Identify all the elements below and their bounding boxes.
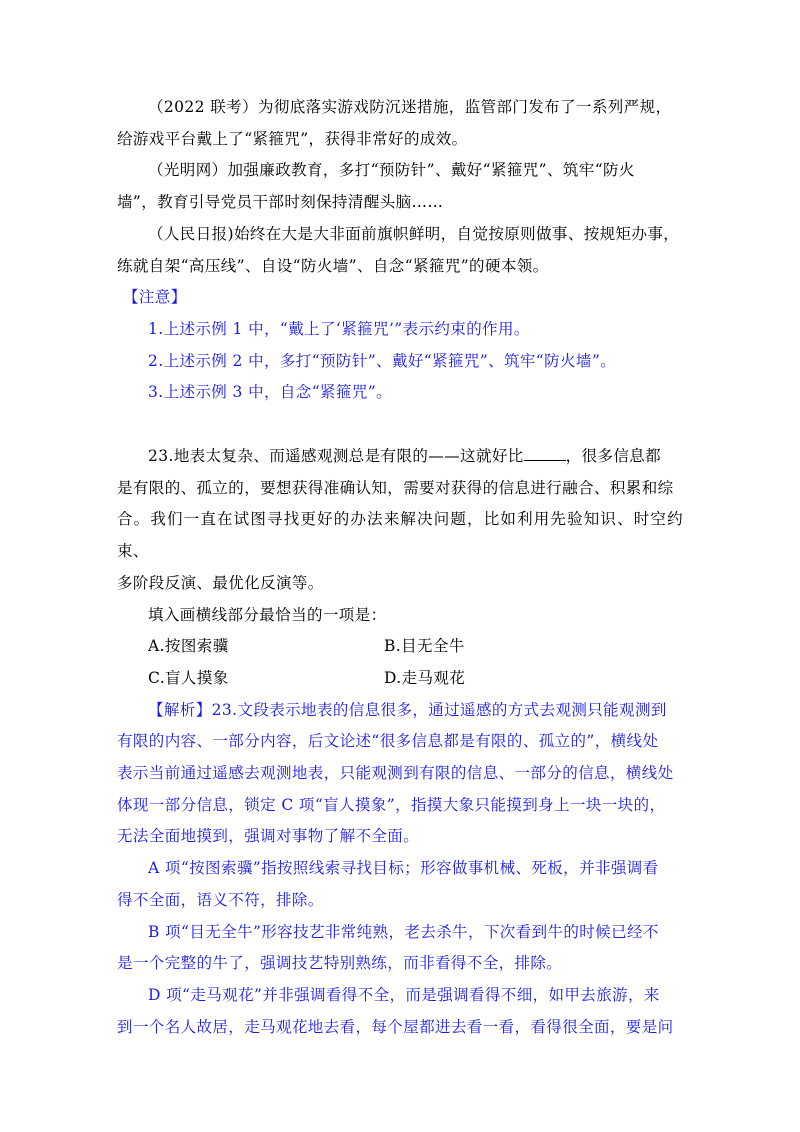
- note-item-1: 1.上述示例 1 中，“戴上了‘紧箍咒’”表示约束的作用。: [148, 319, 530, 338]
- document-page: [117, 92, 683, 1043]
- section-spacer: [117, 409, 683, 441]
- example-1-line-2: 给游戏平台戴上了“紧箍咒”，获得非常好的成效。: [117, 129, 468, 148]
- option-d: D.走马观花: [384, 668, 466, 687]
- analysis-p3-line-2: 是一个完整的牛了，强调技艺特别熟练，而非看得不全，排除。: [117, 954, 563, 973]
- note-item-2: 2.上述示例 2 中，多打“预防针”、戴好“紧箍咒”、筑牢“防火墙”。: [148, 351, 617, 370]
- analysis-p2-line-2: 得不全面，语义不符，排除。: [117, 890, 324, 909]
- analysis-p1-line-5: 无法全面地摸到，强调对事物了解不全面。: [117, 827, 420, 846]
- analysis-p1-line-2: 有限的内容、一部分内容，后文论述“很多信息都是有限的、孤立的”，横线处: [117, 732, 659, 751]
- question-text-before-blank: 23.地表太复杂、而遥感观测总是有限的——这就好比: [148, 447, 524, 466]
- analysis-p1-line-1: 【解析】23.文段表示地表的信息很多，通过遥感的方式去观测只能观测到: [148, 700, 667, 719]
- option-c: C.盲人摸象: [148, 668, 229, 687]
- example-2-line-2: 墙”，教育引导党员干部时刻保持清醒头脑……: [117, 193, 444, 212]
- analysis-p4-line-2: 到一个名人故居，走马观花地去看，每个屋都进去看一看，看得很全面，要是问: [117, 1017, 674, 1036]
- option-a: A.按图索骥: [148, 637, 229, 656]
- example-3-line-1: （人民日报)始终在大是大非面前旗帜鲜明，自觉按原则做事、按规矩办事，: [148, 224, 680, 243]
- analysis-p1-line-3: 表示当前通过遥感去观测地表，只能观测到有限的信息、一部分的信息，横线处: [117, 764, 674, 783]
- question-line-3: 合。我们一直在试图寻找更好的办法来解决问题，比如利用先验知识、时空约束、: [117, 510, 683, 561]
- note-item-3: 3.上述示例 3 中，自念“紧箍咒”。: [148, 383, 392, 402]
- note-title: 【注意】: [123, 288, 187, 307]
- question-text-after-blank: ，很多信息都: [565, 447, 662, 466]
- example-3-line-2: 练就自架“高压线”、自设“防火墙”、自念“紧箍咒”的硬本领。: [117, 256, 549, 275]
- analysis-p3-line-1: B 项“目无全牛”形容技艺非常纯熟，老去杀牛，下次看到牛的时候已经不: [148, 922, 659, 941]
- answer-options: [117, 631, 683, 694]
- question-prompt: 填入画横线部分最恰当的一项是：: [148, 605, 387, 624]
- example-1-line-1: （2022 联考）为彻底落实游戏防沉迷措施，监管部门发布了一系列严规，: [148, 98, 672, 116]
- question-line-1: [117, 441, 683, 473]
- question-line-4: 多阶段反演、最优化反演等。: [117, 573, 324, 592]
- analysis-p1-line-4: 体现一部分信息，锁定 C 项“盲人摸象”，指摸大象只能摸到身上一块一块的，: [117, 795, 666, 814]
- answer-blank: [524, 442, 566, 461]
- question-line-2: 是有限的、孤立的，要想获得准确认知，需要对获得的信息进行融合、积累和综: [117, 478, 674, 497]
- analysis-p4-line-1: D 项“走马观花”并非强调看得不全，而是强调看得不细，如甲去旅游，来: [148, 985, 660, 1004]
- example-2-line-1: （光明网）加强廉政教育，多打“预防针”、戴好“紧箍咒”、筑牢“防火: [148, 161, 635, 180]
- option-b: B.目无全牛: [384, 637, 465, 656]
- analysis-p2-line-1: A 项“按图索骥”指按照线索寻找目标；形容做事机械、死板，并非强调看: [148, 859, 659, 878]
